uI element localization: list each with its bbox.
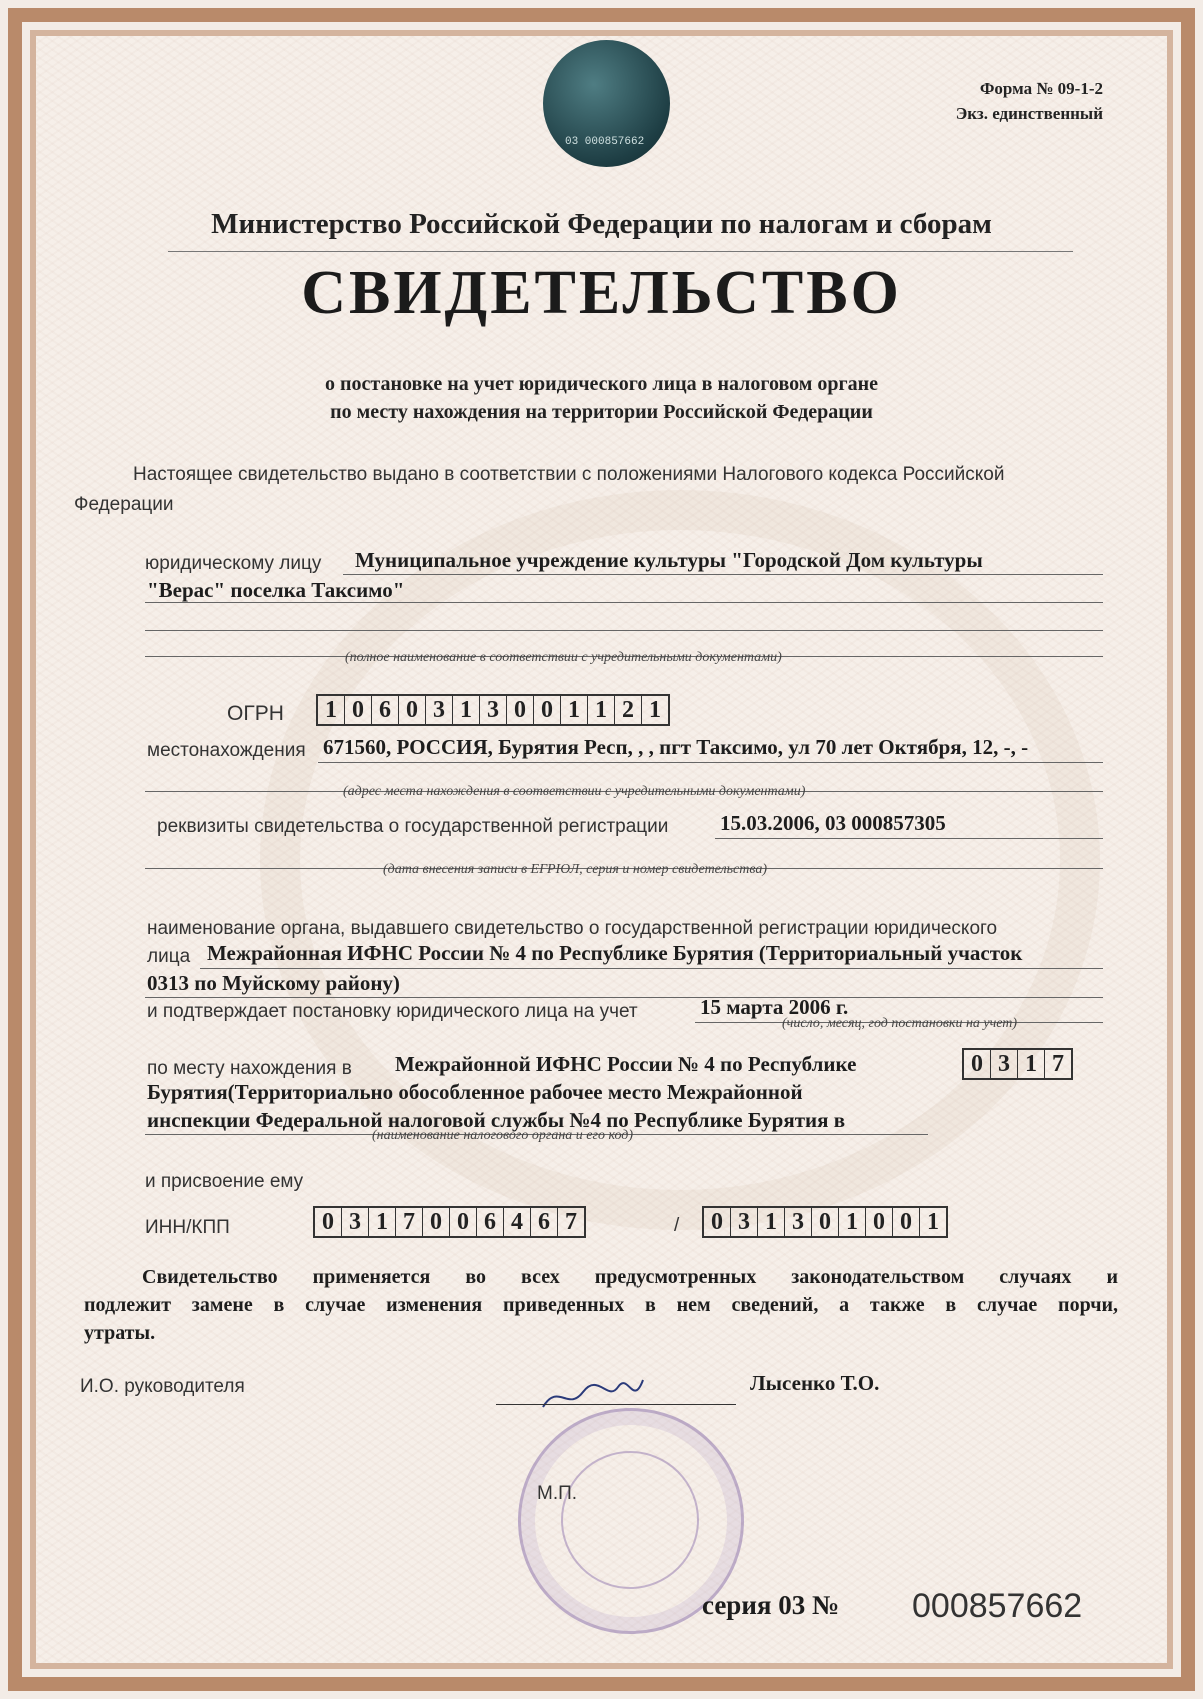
ogrn-digit: 1 <box>561 696 588 724</box>
kpp-digit: 0 <box>812 1208 839 1236</box>
entity-underline-3 <box>145 630 1103 631</box>
inn-digit: 0 <box>450 1208 477 1236</box>
stamp-inner-ring <box>561 1451 699 1589</box>
address-underline-1 <box>318 762 1103 763</box>
signatory-name: Лысенко Т.О. <box>750 1371 880 1395</box>
inn-digit: 0 <box>423 1208 450 1236</box>
ogrn-digit: 3 <box>480 696 507 724</box>
inn-boxes <box>313 1206 586 1238</box>
entity-underline-1 <box>343 574 1103 575</box>
signature-underline <box>496 1404 736 1405</box>
ogrn-digit: 1 <box>588 696 615 724</box>
document-subtitle <box>0 370 1203 426</box>
usage-line-2: подлежит замене в случае изменения приведенных в нем сведений, а также в случае порчи, <box>84 1294 1118 1316</box>
ogrn-digit: 0 <box>399 696 426 724</box>
issuer-underline-1 <box>200 968 1103 969</box>
inn-kpp-slash: / <box>674 1215 680 1236</box>
confirm-label: и подтверждает постановку юридического лица на учет <box>147 1001 638 1022</box>
mp-label: М.П. <box>537 1483 578 1504</box>
inn-kpp-label: ИНН/КПП <box>145 1217 230 1238</box>
confirm-value: 15 марта 2006 г. <box>700 995 849 1019</box>
ogrn-digit: 0 <box>507 696 534 724</box>
taxorg-note: (наименование налогового органа и его код) <box>372 1128 634 1143</box>
registration-underline-1 <box>715 838 1103 839</box>
ministry-heading: Министерство Российской Федерации по налогам и сборам <box>211 208 992 240</box>
subtitle-line-2: по месту нахождения на территории Российской Федерации <box>330 401 873 423</box>
issuer-underline-2 <box>145 997 1103 998</box>
form-number: Форма № 09-1-2 <box>979 79 1103 98</box>
ogrn-digit: 0 <box>345 696 372 724</box>
ministry-underline <box>168 251 1073 252</box>
inn-digit: 4 <box>504 1208 531 1236</box>
intro-line-2: Федерации <box>74 494 174 515</box>
signatory-role: И.О. руководителя <box>80 1376 245 1397</box>
ogrn-digit: 2 <box>615 696 642 724</box>
form-copy: Экз. единственный <box>955 104 1103 123</box>
taxorg-value-1: Межрайонной ИФНС России № 4 по Республике <box>395 1052 857 1076</box>
issuer-label-2: лица <box>147 946 191 967</box>
kpp-digit: 1 <box>839 1208 866 1236</box>
taxorg-code-boxes <box>962 1048 1073 1080</box>
subtitle-line-1: о постановке на учет юридического лица в налоговом органе <box>325 373 878 395</box>
kpp-digit: 3 <box>785 1208 812 1236</box>
address-label: местонахождения <box>147 740 306 761</box>
issuer-value-2: 0313 по Муйскому району) <box>147 971 400 995</box>
entity-note: (полное наименование в соответствии с учредительными документами) <box>345 650 782 665</box>
assign-label: и присвоение ему <box>145 1171 304 1192</box>
kpp-digit: 0 <box>893 1208 920 1236</box>
usage-line-1: Свидетельство применяется во всех предусмотренных законодательством случаях и <box>142 1266 1118 1288</box>
inn-digit: 7 <box>396 1208 423 1236</box>
inn-digit: 7 <box>565 1209 577 1235</box>
ogrn-digit: 3 <box>426 696 453 724</box>
kpp-digit: 3 <box>731 1208 758 1236</box>
taxorg-label: по месту нахождения в <box>147 1058 352 1079</box>
kpp-boxes <box>702 1206 948 1238</box>
ogrn-boxes <box>316 694 670 726</box>
usage-line-3: утраты. <box>84 1322 156 1344</box>
hologram-seal <box>543 40 670 167</box>
entity-name-2: "Верас" поселка Таксимо" <box>147 578 405 602</box>
inn-digit: 6 <box>477 1208 504 1236</box>
kpp-digit: 1 <box>758 1208 785 1236</box>
document-title: СВИДЕТЕЛЬСТВО <box>301 259 902 327</box>
inn-digit: 0 <box>315 1208 342 1236</box>
taxorg-code-digit: 1 <box>1018 1050 1045 1078</box>
kpp-digit: 0 <box>866 1208 893 1236</box>
entity-label: юридическому лицу <box>145 553 322 574</box>
address-note: (адрес места нахождения в соответствии с учредительными документами) <box>343 784 806 799</box>
taxorg-code-digit: 3 <box>991 1050 1018 1078</box>
ogrn-label: ОГРН <box>227 702 284 725</box>
entity-underline-2 <box>145 602 1103 603</box>
issuer-value-1: Межрайонная ИФНС России № 4 по Республике Бурятия (Территориальный участок <box>207 941 1023 965</box>
hologram-number: 03 000857662 <box>565 136 645 148</box>
usage-text <box>84 1263 1118 1347</box>
inn-digit: 6 <box>531 1208 558 1236</box>
series-number: 000857662 <box>912 1587 1083 1625</box>
ogrn-digit: 1 <box>318 696 345 724</box>
taxorg-code-digit: 7 <box>1052 1051 1064 1077</box>
kpp-digit: 0 <box>704 1208 731 1236</box>
ogrn-digit: 0 <box>534 696 561 724</box>
intro-line-1: Настоящее свидетельство выдано в соответствии с положениями Налогового кодекса Российской <box>133 464 1005 485</box>
taxorg-code-digit: 0 <box>964 1050 991 1078</box>
ogrn-digit: 6 <box>372 696 399 724</box>
kpp-digit: 1 <box>927 1209 939 1235</box>
registration-note: (дата внесения записи в ЕГРЮЛ, серия и номер свидетельства) <box>383 862 767 877</box>
issuer-label-1: наименование органа, выдавшего свидетельство о государственной регистрации юридического <box>147 918 998 939</box>
entity-name-1: Муниципальное учреждение культуры "Городской Дом культуры <box>355 548 983 572</box>
taxorg-value-2: Бурятия(Территориально обособленное рабочее место Межрайонной <box>147 1080 803 1104</box>
inn-digit: 1 <box>369 1208 396 1236</box>
registration-value: 15.03.2006, 03 000857305 <box>720 811 946 835</box>
address-value: 671560, РОССИЯ, Бурятия Респ, , , пгт Таксимо, ул 70 лет Октября, 12, -, - <box>323 735 1029 759</box>
ogrn-digit: 1 <box>649 697 661 723</box>
ogrn-digit: 1 <box>453 696 480 724</box>
confirm-note: (число, месяц, год постановки на учет) <box>782 1016 1018 1031</box>
form-info <box>956 76 1103 126</box>
series-label: серия 03 № <box>702 1590 840 1620</box>
taxorg-value-3: инспекции Федеральной налоговой службы №4 по Республике Бурятия в <box>147 1108 846 1132</box>
registration-label: реквизиты свидетельства о государственной регистрации <box>157 816 669 837</box>
inn-digit: 3 <box>342 1208 369 1236</box>
